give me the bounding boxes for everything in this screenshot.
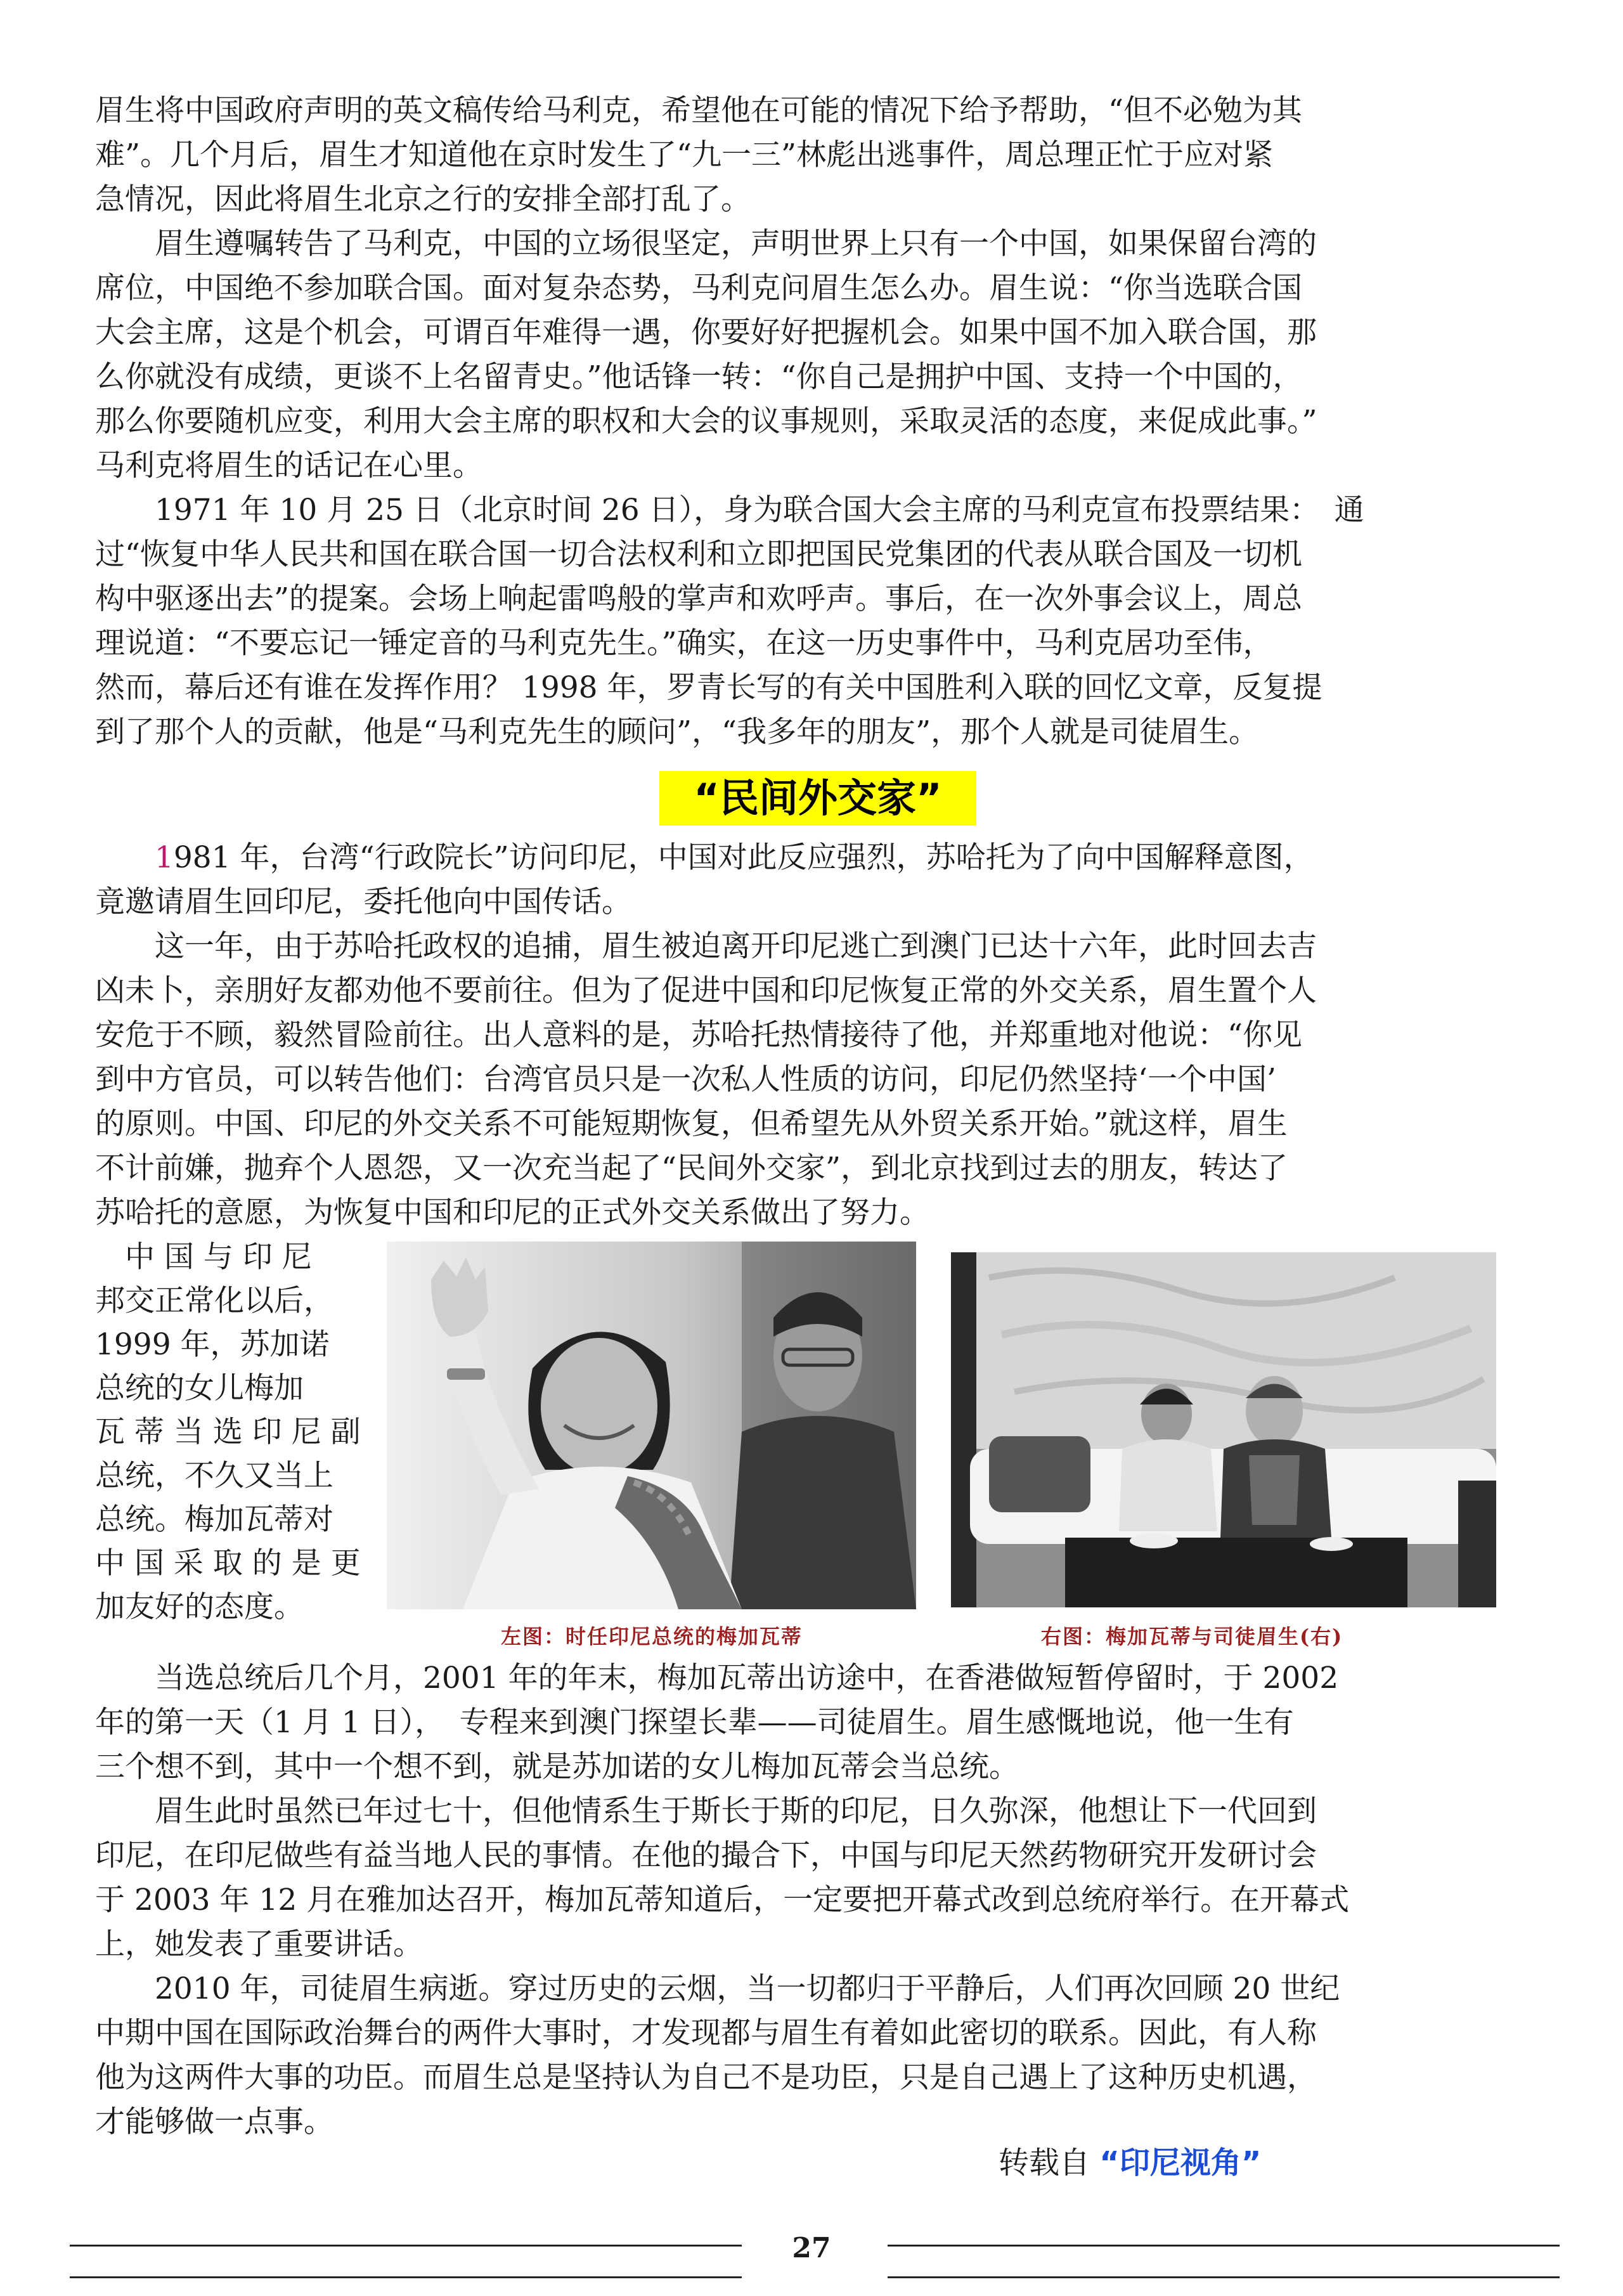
section-title-highlight — [659, 771, 976, 826]
footer-rule-right-top — [888, 2245, 1560, 2247]
paragraph-malik-advice — [95, 222, 1547, 488]
paragraph-later-years — [95, 1789, 1547, 1967]
text-line: 构中驱逐出去”的提案。会场上响起雷鸣般的掌声和欢呼声。事后，在一次外事会议上，周总 — [95, 581, 1303, 616]
text-line-rest: 981 年，台湾“行政院长”访问印尼，中国对此反应强烈，苏哈托为了向中国解释意图， — [173, 840, 1314, 875]
text-line: 不计前嫌，抛弃个人恩怨，又一次充当起了“民间外交家”，到北京找到过去的朋友，转达了 — [95, 1151, 1288, 1186]
paragraph-un-vote — [95, 488, 1547, 755]
text-line: 瓦 蒂 当 选 印 尼 副 — [95, 1415, 361, 1450]
footer-rule-left-top — [70, 2245, 742, 2247]
text-line: 这一年，由于苏哈托政权的追捕，眉生被迫离开印尼逃亡到澳门已达十六年，此时回去吉 — [95, 929, 1317, 964]
text-line: 才能够做一点事。 — [95, 2105, 333, 2139]
text-line: 中 国 采 取 的 是 更 — [95, 1546, 361, 1581]
text-line — [95, 836, 1547, 880]
caption-right-photo: 右图：梅加瓦蒂与司徒眉生(右) — [1041, 1625, 1343, 1649]
paragraph-diplomacy — [95, 924, 1547, 1235]
caption-left-photo: 左图：时任印尼总统的梅加瓦蒂 — [501, 1625, 803, 1649]
text-line: 总统的女儿梅加 — [95, 1371, 304, 1406]
source-credit — [999, 2138, 1261, 2182]
text-line: 马利克将眉生的话记在心里。 — [95, 448, 482, 483]
paragraph-conclusion — [95, 1967, 1547, 2144]
photo-megawati-and-situ-image — [951, 1252, 1496, 1607]
text-line: 眉生遵嘱转告了马利克，中国的立场很坚定，声明世界上只有一个中国，如果保留台湾的 — [95, 226, 1317, 261]
text-line: 总统。梅加瓦蒂对 — [95, 1502, 333, 1537]
text-line: 1971 年 10 月 25 日（北京时间 26 日），身为联合国大会主席的马利克宣布投票结果： 通 — [95, 493, 1364, 528]
text-line: 到中方官员，可以转告他们：台湾官员只是一次私人性质的访问，印尼仍然坚持‘一个中国’ — [95, 1062, 1276, 1097]
text-line: 凶未卜，亲朋好友都劝他不要前往。但为了促进中国和印尼恢复正常的外交关系，眉生置个人 — [95, 973, 1317, 1008]
text-line: 急情况，因此将眉生北京之行的安排全部打乱了。 — [95, 182, 751, 217]
text-line: 席位，中国绝不参加联合国。面对复杂态势，马利克问眉生怎么办。眉生说：“你当选联合国 — [95, 271, 1303, 306]
text-line: 眉生将中国政府声明的英文稿传给马利克，希望他在可能的情况下给予帮助，“但不必勉为其 — [95, 93, 1303, 128]
drop-letter: 1 — [155, 840, 174, 875]
photo-megawati — [387, 1242, 916, 1609]
text-line: 上，她发表了重要讲话。 — [95, 1927, 423, 1962]
text-line: 难”。几个月后，眉生才知道他在京时发生了“九一三”林彪出逃事件，周总理正忙于应对紧 — [95, 138, 1274, 172]
text-line: 眉生此时虽然已年过七十，但他情系生于斯长于斯的印尼，日久弥深，他想让下一代回到 — [95, 1794, 1317, 1829]
section-title: “民间外交家” — [694, 775, 942, 821]
text-line: 年的第一天（1 月 1 日）， 专程来到澳门探望长辈——司徒眉生。眉生感慨地说，他一生有 — [95, 1705, 1294, 1740]
photo-megawati-image — [387, 1242, 916, 1609]
text-line: 印尼，在印尼做些有益当地人民的事情。在他的撮合下，中国与印尼天然药物研究开发研讨会 — [95, 1838, 1317, 1873]
text-line: 邦交正常化以后， — [95, 1283, 333, 1318]
text-line: 他为这两件大事的功臣。而眉生总是坚持认为自己不是功臣，只是自己遇上了这种历史机遇， — [95, 2060, 1317, 2095]
text-line: 总统，不久又当上 — [95, 1458, 333, 1493]
text-line: 理说道：“不要忘记一锤定音的马利克先生。”确实，在这一历史事件中，马利克居功至伟， — [95, 626, 1273, 661]
side-column-text — [95, 1235, 368, 1629]
text-line: 三个想不到，其中一个想不到，就是苏加诺的女儿梅加瓦蒂会当总统。 — [95, 1749, 1019, 1784]
footer-rule-right-bottom — [888, 2276, 1560, 2278]
text-line: 到了那个人的贡献，他是“马利克先生的顾问”，“我多年的朋友”，那个人就是司徒眉生。 — [95, 715, 1259, 749]
page-number: 27 — [792, 2232, 831, 2264]
source-prefix: 转载自 — [999, 2145, 1100, 2181]
text-line: 过“恢复中华人民共和国在联合国一切合法权利和立即把国民党集团的代表从联合国及一切机 — [95, 537, 1303, 572]
text-line: 大会主席，这是个机会，可谓百年难得一遇，你要好好把握机会。如果中国不加入联合国，那 — [95, 315, 1317, 350]
footer-rule-left-bottom — [70, 2276, 742, 2278]
photo-megawati-and-situ — [951, 1252, 1496, 1607]
text-line: 中期中国在国际政治舞台的两件大事时，才发现都与眉生有着如此密切的联系。因此，有人称 — [95, 2016, 1317, 2051]
text-line: 么你就没有成绩，更谈不上名留青史。”他话锋一转：“你自己是拥护中国、支持一个中国的， — [95, 360, 1303, 394]
text-line: 然而，幕后还有谁在发挥作用？ 1998 年，罗青长写的有关中国胜利入联的回忆文章，反复提 — [95, 670, 1322, 705]
text-line: 安危于不顾，毅然冒险前往。出人意料的是，苏哈托热情接待了他，并郑重地对他说：“你见 — [95, 1018, 1303, 1053]
text-line: 的原则。中国、印尼的外交关系不可能短期恢复，但希望先从外贸关系开始。”就这样，眉生 — [95, 1106, 1288, 1141]
paragraph-megawati-visit — [95, 1656, 1547, 1789]
text-line: 加友好的态度。 — [95, 1590, 304, 1625]
text-line: 竟邀请眉生回印尼，委托他向中国传话。 — [95, 885, 631, 919]
text-line: 那么你要随机应变，利用大会主席的职权和大会的议事规则，采取灵活的态度，来促成此事。” — [95, 404, 1317, 439]
paragraph-intro — [95, 89, 1547, 222]
text-line: 1999 年，苏加诺 — [95, 1327, 330, 1362]
paragraph-1981-visit — [95, 836, 1547, 924]
source-name: “印尼视角” — [1099, 2145, 1262, 2181]
text-line: 当选总统后几个月，2001 年的年末，梅加瓦蒂出访途中，在香港做短暂停留时，于 2002 — [95, 1661, 1339, 1696]
text-line: 于 2003 年 12 月在雅加达召开，梅加瓦蒂知道后，一定要把开幕式改到总统府举行。在开幕式 — [95, 1883, 1350, 1917]
text-line: 中 国 与 印 尼 — [95, 1240, 312, 1274]
text-line: 2010 年，司徒眉生病逝。穿过历史的云烟，当一切都归于平静后，人们再次回顾 20 世纪 — [95, 1971, 1340, 2006]
text-line: 苏哈托的意愿，为恢复中国和印尼的正式外交关系做出了努力。 — [95, 1195, 929, 1230]
